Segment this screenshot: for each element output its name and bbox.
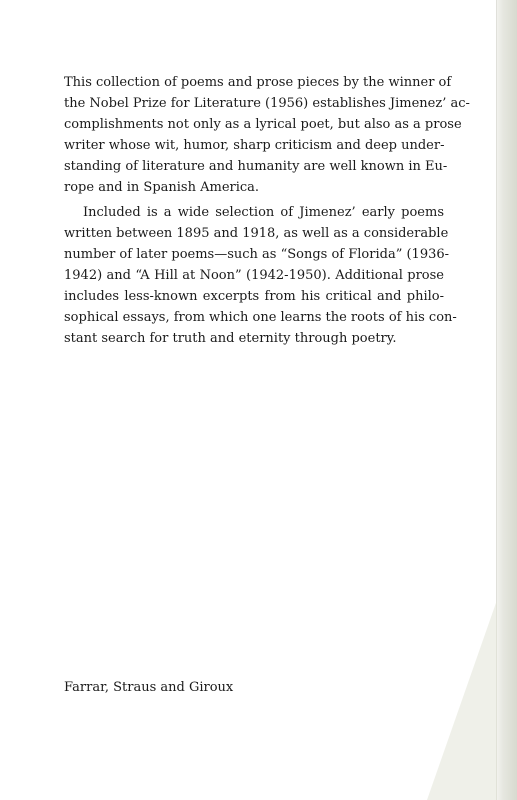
- blurb-line: written between 1895 and 1918, as well as a considerable: [64, 226, 449, 242]
- blurb-line: the Nobel Prize for Literature (1956) establishes Jimenez’ ac-: [64, 95, 470, 111]
- blurb-line: writer whose wit, humor, sharp criticism and deep under-: [64, 137, 445, 153]
- blurb-line: This collection of poems and prose pieces by the winner of: [64, 75, 452, 90]
- blurb-line: number of later poems—such as “Songs of Florida” (1936-: [64, 247, 450, 263]
- page-curl-shadow: [427, 600, 497, 800]
- blurb-line: Included is a wide selection of Jimenez’ early poems: [83, 205, 444, 221]
- blurb-line: stant search for truth and eternity through poetry.: [64, 330, 397, 346]
- publisher-name: Farrar, Straus and Giroux: [64, 680, 234, 695]
- blurb-line: sophical essays, from which one learns the roots of his con-: [64, 309, 457, 325]
- page-edge-shadow: [496, 0, 517, 800]
- cover-blurb: [64, 73, 470, 350]
- blurb-line: rope and in Spanish America.: [64, 179, 260, 195]
- blurb-line: standing of literature and humanity are well known in Eu-: [64, 158, 448, 174]
- blurb-paragraph-1: [64, 73, 470, 198]
- blurb-paragraph-2: [64, 203, 457, 349]
- blurb-line: includes less-known excerpts from his critical and philo-: [64, 289, 444, 305]
- blurb-line: 1942) and “A Hill at Noon” (1942-1950). Additional prose: [64, 268, 444, 284]
- blurb-line: complishments not only as a lyrical poet, but also as a prose: [64, 116, 462, 132]
